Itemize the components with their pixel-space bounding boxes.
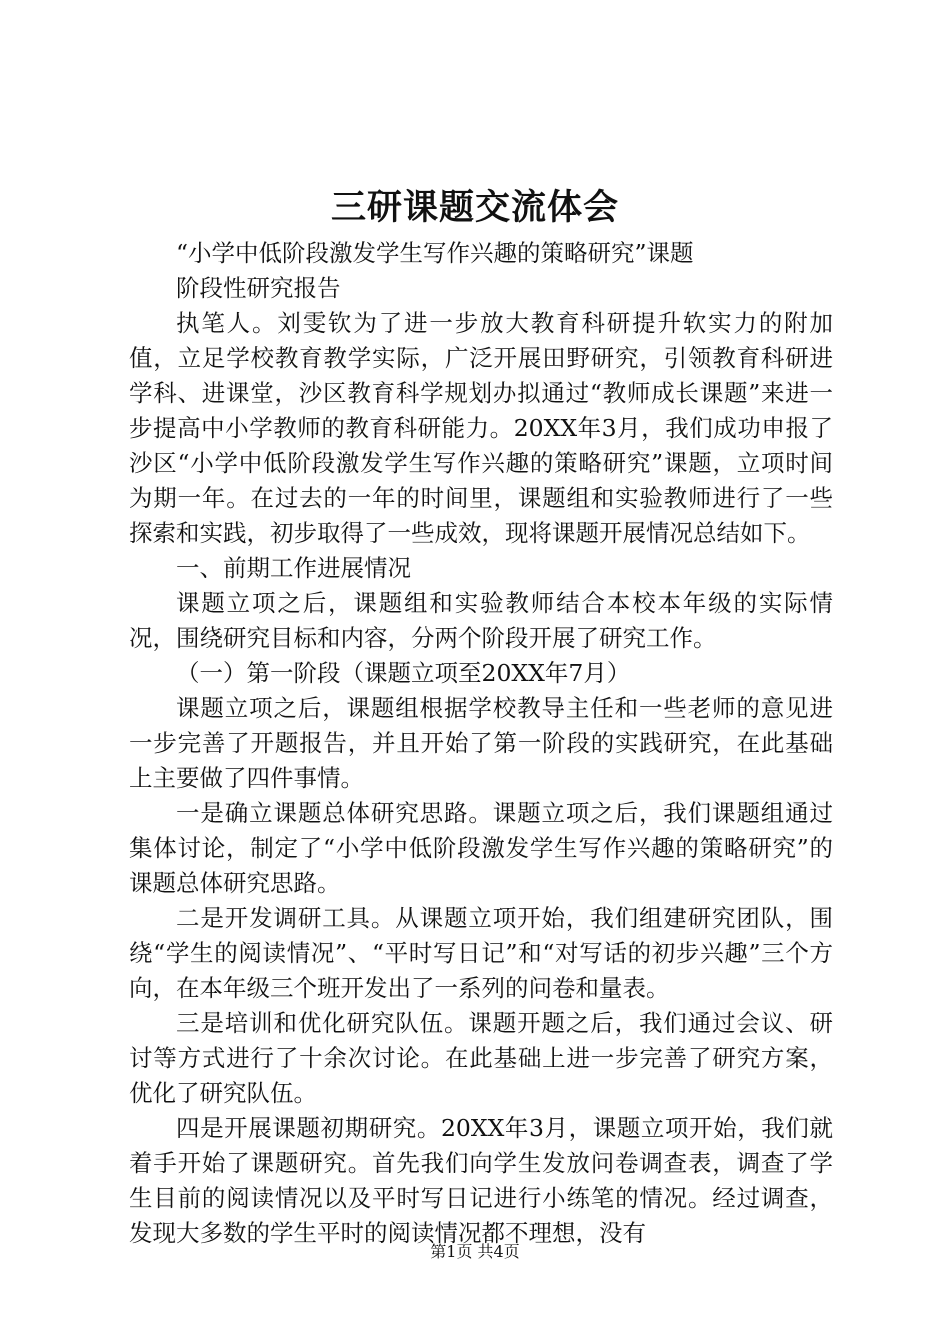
paragraph-item-2: 二是开发调研工具。从课题立项开始，我们组建研究团队，围绕“学生的阅读情况”、“平时写日记”和“对写话的初步兴趣”三个方向，在本年级三个班开发出了一系列的问卷和量表。	[129, 904, 833, 1002]
paragraph-item-3: 三是培训和优化研究队伍。课题开题之后，我们通过会议、研讨等方式进行了十余次讨论。在此基础上进一步完善了研究方案，优化了研究队伍。	[129, 1009, 833, 1107]
paragraph-item-4: 四是开展课题初期研究。20XX年3月，课题立项开始，我们就着手开始了课题研究。首先我们向学生发放问卷调查表，调查了学生目前的阅读情况以及平时写日记进行小练笔的情况。经过调查，发现大多数的学生平时的阅读情况都不理想，没有	[129, 1114, 833, 1247]
paragraph-stage-1: 课题立项之后，课题组根据学校教导主任和一些老师的意见进一步完善了开题报告，并且开始了第一阶段的实践研究，在此基础上主要做了四件事情。	[129, 694, 833, 792]
paragraph-item-1: 一是确立课题总体研究思路。课题立项之后，我们课题组通过集体讨论，制定了“小学中低阶段激发学生写作兴趣的策略研究”的课题总体研究思路。	[129, 799, 833, 897]
paragraph-section-1: 课题立项之后，课题组和实验教师结合本校本年级的实际情况，围绕研究目标和内容，分两个阶段开展了研究工作。	[129, 589, 833, 652]
document-title: 三研课题交流体会	[330, 187, 619, 228]
document-body	[129, 236, 833, 1251]
page-footer: 第1页 共4页	[430, 1242, 520, 1261]
subtitle-line-2: 阶段性研究报告	[176, 274, 341, 302]
section-heading-1: 一、前期工作进展情况	[176, 554, 411, 582]
subsection-heading-1: （一）第一阶段（课题立项至20XX年7月）	[176, 659, 631, 687]
paragraph-intro: 执笔人。刘雯钦为了进一步放大教育科研提升软实力的附加值，立足学校教育教学实际，广泛开展田野研究，引领教育科研进学科、进课堂，沙区教育科学规划办拟通过“教师成长课题”来进一步提高中小学教师的教育科研能力。20XX年3月，我们成功申报了沙区“小学中低阶段激发学生写作兴趣的策略研究”课题，立项时间为期一年。在过去的一年的时间里，课题组和实验教师进行了一些探索和实践，初步取得了一些成效，现将课题开展情况总结如下。	[129, 309, 833, 547]
subtitle-line-1: “小学中低阶段激发学生写作兴趣的策略研究”课题	[176, 239, 694, 267]
